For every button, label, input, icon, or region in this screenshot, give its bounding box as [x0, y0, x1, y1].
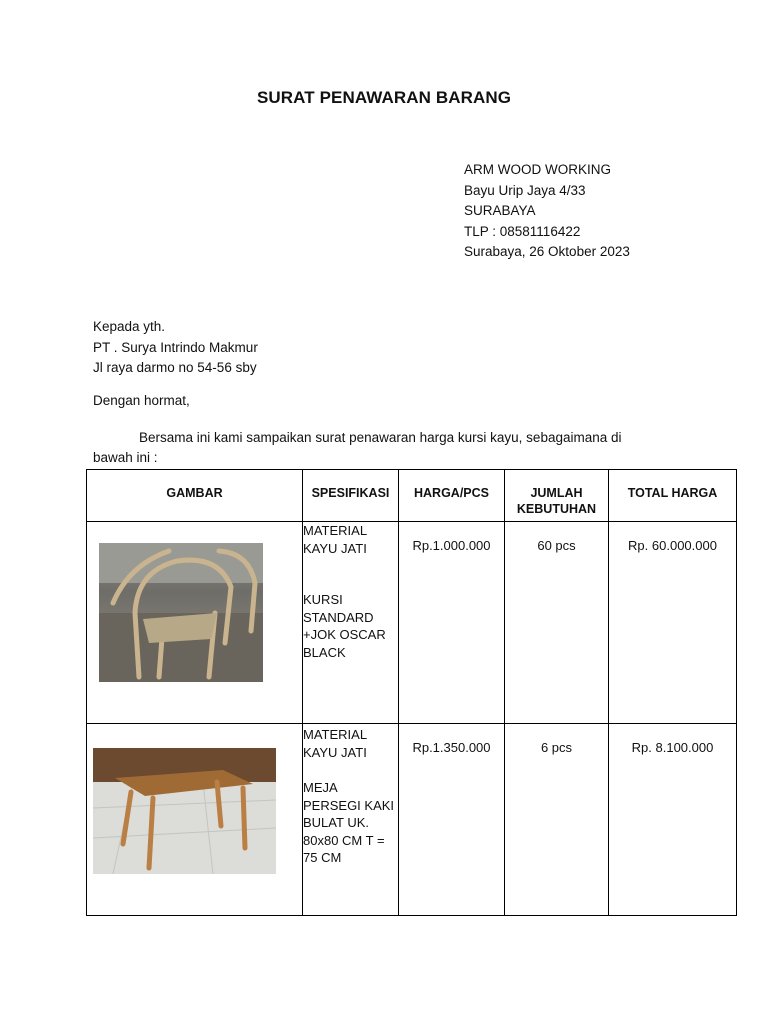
- sender-phone: TLP : 08581116422: [464, 223, 581, 239]
- price-cell: Rp.1.000.000: [399, 522, 505, 724]
- spec-cell: [303, 522, 399, 724]
- greeting: Dengan hormat,: [93, 393, 190, 408]
- sender-address: Bayu Urip Jaya 4/33: [464, 182, 586, 198]
- qty-cell: 6 pcs: [505, 724, 609, 916]
- spec-description: MEJA PERSEGI KAKI BULAT UK. 80x80 CM T = 75 CM: [303, 780, 395, 865]
- sender-company: ARM WOOD WORKING: [464, 162, 611, 177]
- intro-line-2: bawah ini :: [93, 450, 158, 465]
- table-row: [87, 522, 737, 724]
- recipient-address: Jl raya darmo no 54-56 sby: [93, 360, 257, 375]
- image-cell: [87, 522, 303, 724]
- intro-paragraph: [93, 428, 663, 468]
- recipient-block: [93, 317, 258, 379]
- letter-date: Surabaya, 26 Oktober 2023: [464, 244, 630, 259]
- header-harga: HARGA/PCS: [399, 470, 505, 522]
- table-row: [87, 724, 737, 916]
- table-header-row: [87, 470, 737, 522]
- table-photo: [93, 748, 276, 874]
- qty-cell: 60 pcs: [505, 522, 609, 724]
- image-cell: [87, 724, 303, 916]
- header-spesifikasi: SPESIFIKASI: [303, 470, 399, 522]
- sender-city: SURABAYA: [464, 203, 536, 218]
- offer-table: [86, 469, 737, 916]
- header-jumlah: JUMLAH KEBUTUHAN: [505, 470, 609, 522]
- spec-material: MATERIAL KAYU JATI: [303, 523, 367, 556]
- intro-line-1: Bersama ini kami sampaikan surat penawaran harga kursi kayu, sebagaimana di: [139, 430, 622, 445]
- recipient-salutation: Kepada yth.: [93, 319, 166, 334]
- document-title: SURAT PENAWARAN BARANG: [256, 88, 512, 107]
- recipient-company: PT . Surya Intrindo Makmur: [93, 339, 258, 355]
- total-cell: Rp. 60.000.000: [609, 522, 737, 724]
- price-cell: Rp.1.350.000: [399, 724, 505, 916]
- spec-description: KURSI STANDARD +JOK OSCAR BLACK: [303, 592, 386, 660]
- spec-cell: [303, 724, 399, 916]
- chair-photo: [99, 543, 263, 682]
- sender-block: [464, 160, 630, 263]
- header-total: TOTAL HARGA: [609, 470, 737, 522]
- header-gambar: GAMBAR: [87, 470, 303, 522]
- total-cell: Rp. 8.100.000: [609, 724, 737, 916]
- spec-material: MATERIAL KAYU JATI: [303, 727, 367, 760]
